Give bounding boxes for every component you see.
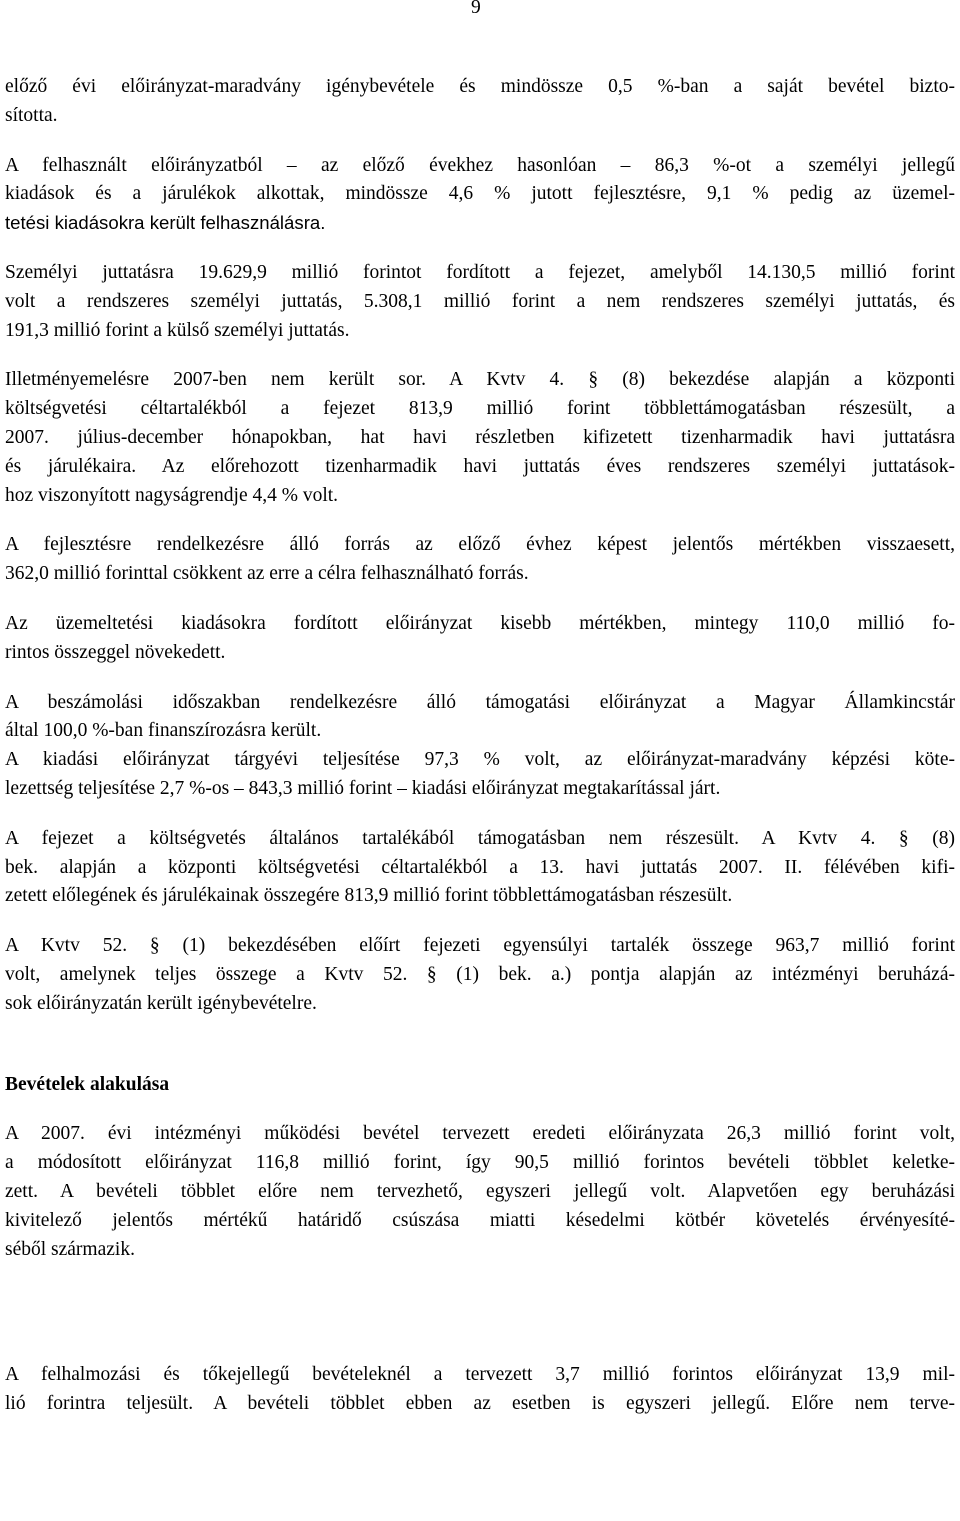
- text-line: séből származik.: [5, 1238, 135, 1260]
- text-line: volt, amelynek teljes összege a Kvtv 52. § (1) bek. a.) pontja alapján az intézményi beruházá-: [5, 963, 955, 985]
- paragraph-3: [5, 259, 955, 345]
- section-heading: Bevételek alakulása: [5, 1073, 170, 1095]
- text-line: kiadások és a járulékok alkottak, mindössze 4,6 % jutott fejlesztésre, 9,1 % pedig az üzemel-: [5, 183, 955, 205]
- text-line: A 2007. évi intézményi működési bevétel tervezett eredeti előirányzata 26,3 millió forint volt,: [5, 1123, 955, 1145]
- text-line: A fejlesztésre rendelkezésre álló forrás az előző évhez képest jelentős mértékben visszaesett,: [5, 534, 955, 556]
- text-line: sok előirányzatán került igénybevételre.: [5, 992, 317, 1014]
- text-line: hoz viszonyított nagyságrendje 4,4 % volt.: [5, 484, 339, 506]
- paragraph-5: [5, 531, 955, 589]
- text-line: költségvetési céltartalékból a fejezet 813,9 millió forint többlettámogatásban részesült, a: [5, 398, 955, 420]
- paragraph-7: [5, 689, 955, 747]
- text-line: A felhasznált előirányzatból – az előző évekhez hasonlóan – 86,3 %-ot a személyi jellegű: [5, 154, 955, 176]
- page-number: 9: [471, 0, 481, 18]
- text-line: 2007. július-december hónapokban, hat havi részletben kifizetett tizenharmadik havi juttatásra: [5, 426, 955, 448]
- text-line: Illetményemelésre 2007-ben nem került sor. A Kvtv 4. § (8) bekezdése alapján a központi: [5, 369, 955, 391]
- text-line: volt a rendszeres személyi juttatás, 5.308,1 millió forint a nem rendszeres személyi juttatás, és: [5, 290, 955, 312]
- text-line: kivitelező jelentős mértékű határidő csúszása miatti késedelmi kötbér követelés érvényesíté-: [5, 1209, 955, 1231]
- text-line: előző évi előirányzat-maradvány igénybevétele és mindössze 0,5 %-ban a saját bevétel bizto-: [5, 76, 955, 97]
- paragraph-6: [5, 610, 955, 668]
- text-line: által 100,0 %-ban finanszírozásra került.: [5, 720, 322, 742]
- text-line: Az üzemeltetési kiadásokra fordított előirányzat kisebb mértékben, mintegy 110,0 millió fo-: [5, 612, 955, 634]
- text-line: és járulékaira. Az előrehozott tizenharmadik havi juttatás éves rendszeres személyi juttatások-: [5, 455, 955, 477]
- document-body: [5, 73, 955, 1419]
- text-line: 191,3 millió forint a külső személyi juttatás.: [5, 319, 350, 341]
- paragraph-2: [5, 152, 955, 238]
- text-line: a módosított előirányzat 116,8 millió forint, így 90,5 millió forintos bevételi többlet keletke-: [5, 1152, 955, 1174]
- text-line: rintos összeggel növekedett.: [5, 641, 226, 663]
- text-line: 362,0 millió forinttal csökkent az erre a célra felhasználható forrás.: [5, 563, 529, 585]
- text-line: zetett előlegének és járulékainak összegére 813,9 millió forint többlettámogatásban részesült.: [5, 885, 733, 907]
- paragraph-4: [5, 366, 955, 510]
- text-line: A felhalmozási és tőkejellegű bevételeknél a tervezett 3,7 millió forintos előirányzat 13,9 mil-: [5, 1364, 955, 1386]
- paragraph-1: [5, 73, 955, 131]
- paragraph-11: [5, 1120, 955, 1264]
- text-line: bek. alapján a központi költségvetési céltartalékból a 13. havi juttatás 2007. II. félévében kifi-: [5, 856, 955, 878]
- text-line: A beszámolási időszakban rendelkezésre álló támogatási előirányzat a Magyar Államkincstár: [5, 691, 955, 713]
- text-line: zett. A bevételi többlet előre nem tervezhető, egyszeri jellegű volt. Alapvetően egy beruházási: [5, 1180, 955, 1202]
- paragraph-10: [5, 932, 955, 1018]
- text-line: A kiadási előirányzat tárgyévi teljesítése 97,3 % volt, az előirányzat-maradvány képzési köte-: [5, 749, 955, 771]
- paragraph-12: [5, 1361, 955, 1419]
- paragraph-9: [5, 825, 955, 911]
- text-line: sította.: [5, 104, 58, 126]
- text-line: A Kvtv 52. § (1) bekezdésében előírt fejezeti egyensúlyi tartalék összege 963,7 millió forint: [5, 935, 955, 957]
- paragraph-8: [5, 746, 955, 804]
- text-line: Személyi juttatásra 19.629,9 millió forintot fordított a fejezet, amelyből 14.130,5 millió forint: [5, 261, 955, 283]
- text-line: lezettség teljesítése 2,7 %-os – 843,3 millió forint – kiadási előirányzat megtakarítással járt.: [5, 777, 721, 799]
- text-line: tetési kiadásokra került felhasználásra.: [5, 212, 326, 234]
- text-line: lió forintra teljesült. A bevételi többlet ebben az esetben is egyszeri jellegű. Előre nem terve-: [5, 1393, 955, 1415]
- text-line: A fejezet a költségvetés általános tartalékából támogatásban nem részesült. A Kvtv 4. § (8): [5, 827, 955, 849]
